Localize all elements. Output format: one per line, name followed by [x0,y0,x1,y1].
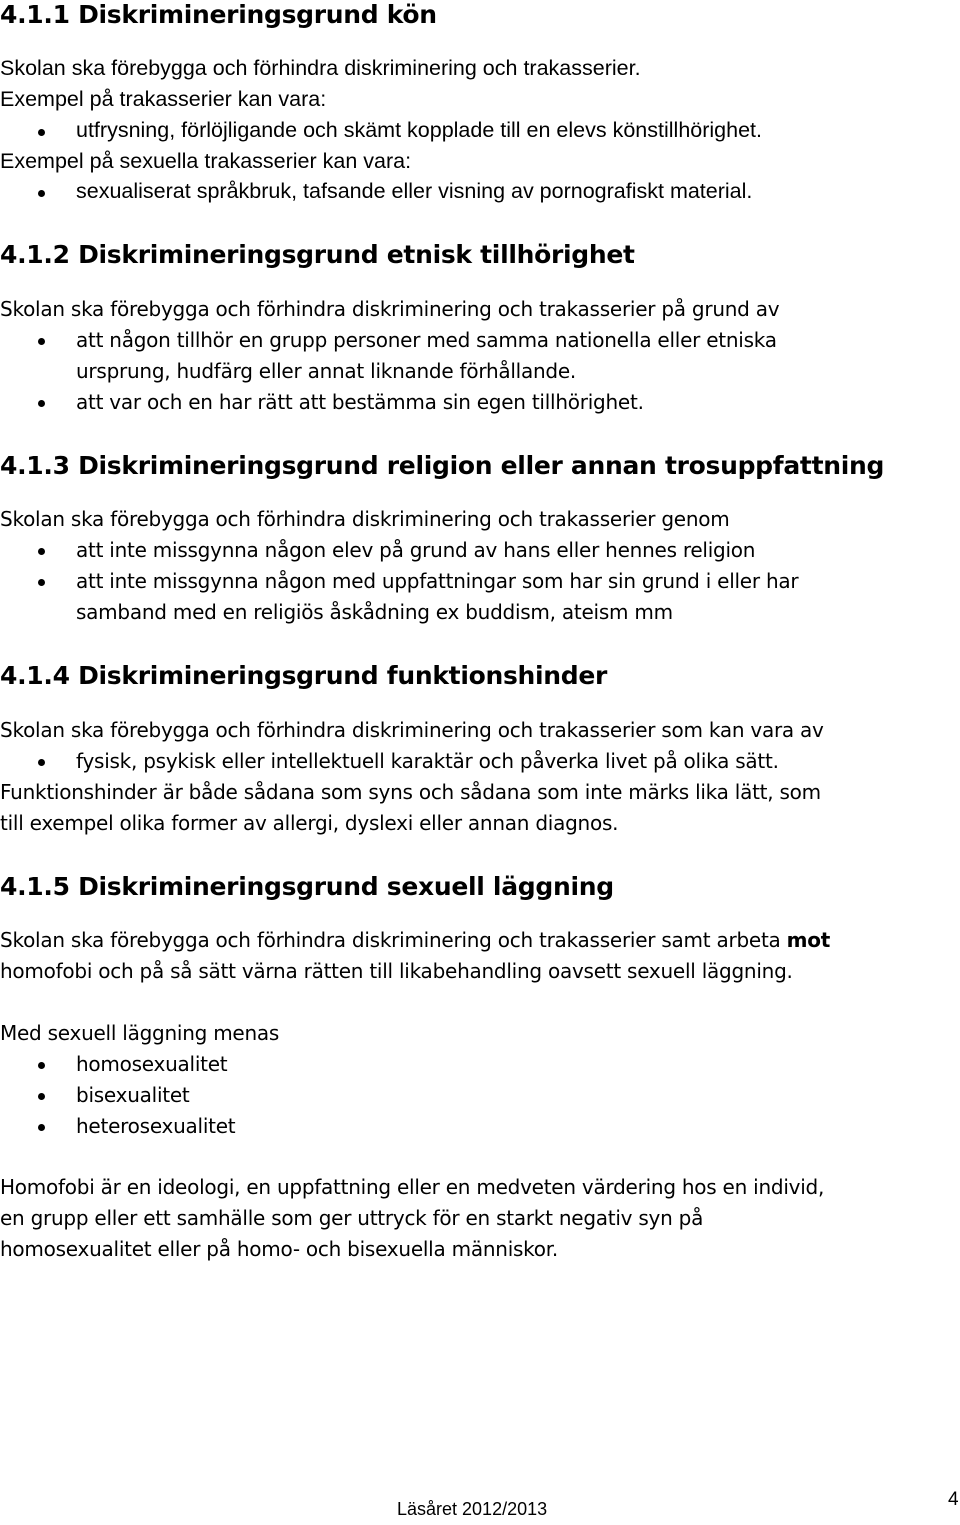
s2-bullet2: att var och en har rätt att bestämma sin egen tillhörighet. [76,390,644,414]
s3-bullet2-line1: att inte missgynna någon med uppfattningar som har sin grund i eller har [76,569,799,593]
s1-lead1: Exempel på trakasserier kan vara: [0,87,327,111]
s2-bullet1-line1: att någon tillhör en grupp personer med samma nationella eller etniska [76,328,777,352]
s1-intro: Skolan ska förebygga och förhindra diskriminering och trakasserier. [0,56,641,80]
s5-item-heterosexualitet: heterosexualitet [76,1114,236,1138]
heading-etnisk: 4.1.2 Diskrimineringsgrund etnisk tillhörighet [0,240,635,269]
bullet-dot [38,1062,45,1069]
s1-bullet1: utfrysning, förlöjligande och skämt kopplade till en elevs könstillhörighet. [76,118,762,142]
s4-bullet1: fysisk, psykisk eller intellektuell karaktär och påverka livet på olika sätt. [76,749,779,773]
s5-para-line1: Homofobi är en ideologi, en uppfattning eller en medveten värdering hos en individ, [0,1175,825,1199]
s5-intro-line1 [0,928,830,952]
bullet-dot [38,759,45,766]
s3-intro: Skolan ska förebygga och förhindra diskriminering och trakasserier genom [0,507,730,531]
s3-bullet2-line2: samband med en religiös åskådning ex buddism, ateism mm [76,600,673,624]
bullet-dot [38,1124,45,1131]
footer-school-year: Läsåret 2012/2013 [397,1499,548,1519]
heading-sexuell-laggning: 4.1.5 Diskrimineringsgrund sexuell läggning [0,872,614,901]
heading-religion: 4.1.3 Diskrimineringsgrund religion eller annan trosuppfattning [0,451,885,480]
s4-para-line2: till exempel olika former av allergi, dyslexi eller annan diagnos. [0,811,619,835]
s1-bullet2: sexualiserat språkbruk, tafsande eller visning av pornografiskt material. [76,179,753,203]
s5-intro-text: Skolan ska förebygga och förhindra diskriminering och trakasserier samt arbeta [0,928,787,952]
s5-item-homosexualitet: homosexualitet [76,1052,228,1076]
s3-bullet1: att inte missgynna någon elev på grund av hans eller hennes religion [76,538,756,562]
s5-intro-bold: mot [786,928,831,952]
heading-kon: 4.1.1 Diskrimineringsgrund kön [0,0,437,29]
bullet-dot [38,1093,45,1100]
bullet-dot [38,548,45,555]
bullet-dot [38,338,45,345]
s5-item-bisexualitet: bisexualitet [76,1083,190,1107]
heading-funktionshinder: 4.1.4 Diskrimineringsgrund funktionshinder [0,661,608,690]
s5-intro-line2: homofobi och på så sätt värna rätten till likabehandling oavsett sexuell läggning. [0,959,793,983]
s5-lead: Med sexuell läggning menas [0,1021,280,1045]
s4-intro: Skolan ska förebygga och förhindra diskriminering och trakasserier som kan vara av [0,718,824,742]
bullet-dot [38,129,45,136]
s2-intro: Skolan ska förebygga och förhindra diskriminering och trakasserier på grund av [0,297,780,321]
s5-para-line3: homosexualitet eller på homo- och bisexuella människor. [0,1237,559,1261]
bullet-dot [38,190,45,197]
s4-para-line1: Funktionshinder är både sådana som syns och sådana som inte märks lika lätt, som [0,780,821,804]
page-number: 4 [948,1489,959,1510]
bullet-dot [38,400,45,407]
s1-lead2: Exempel på sexuella trakasserier kan vara: [0,149,412,173]
s5-para-line2: en grupp eller ett samhälle som ger uttryck för en starkt negativ syn på [0,1206,704,1230]
s2-bullet1-line2: ursprung, hudfärg eller annat liknande förhållande. [76,359,577,383]
bullet-dot [38,579,45,586]
